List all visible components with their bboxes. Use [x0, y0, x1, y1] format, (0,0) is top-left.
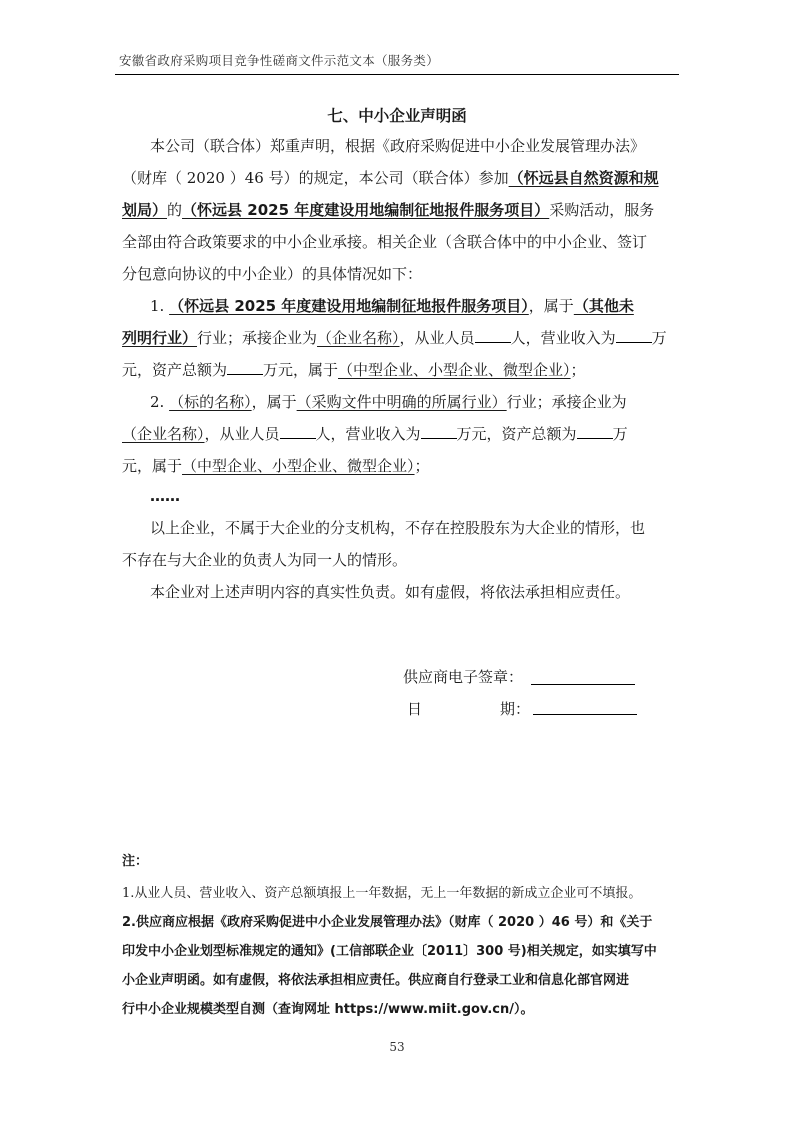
- declaration-text: 的: [167, 201, 183, 219]
- item-text: ，属于: [251, 393, 297, 411]
- purchaser-name-cont: 划局）: [122, 201, 168, 219]
- notes-title: 注：: [122, 854, 149, 869]
- declaration-line-1: 本公司（联合体）郑重声明，根据《政府采购促进中小企业发展管理办法》: [150, 137, 646, 155]
- declaration-line-2: [122, 168, 659, 188]
- note-2-line-2: 印发中小企业划型标准规定的通知》(工信部联企业〔2011〕300 号)相关规定，如实填写中: [122, 944, 657, 959]
- declaration-text: （财库（ 2020 ）46 号）的规定，本公司（联合体）参加: [122, 169, 509, 187]
- responsibility-line: 本企业对上述声明内容的真实性负责。如有虚假，将依法承担相应责任。: [150, 583, 631, 601]
- declaration-line-3: [122, 200, 654, 220]
- item-1-project: （怀远县 2025 年度建设用地编制征地报件服务项目）: [169, 297, 529, 315]
- declaration-text: 采购活动，服务: [549, 201, 655, 219]
- item-text: ；: [570, 361, 586, 379]
- item-1-size: （中型企业、小型企业、微型企业）: [338, 361, 571, 379]
- date-signature-line[interactable]: [533, 714, 637, 715]
- date-label-2: 期：: [500, 700, 531, 718]
- seal-signature-line[interactable]: [531, 684, 635, 685]
- item-text: ，属于: [528, 297, 574, 315]
- project-name: （怀远县 2025 年度建设用地编制征地报件服务项目）: [182, 201, 550, 219]
- item-text: 元，资产总额为: [122, 361, 228, 379]
- item-text: 万: [612, 425, 628, 443]
- item-text: 人，营业收入为: [510, 329, 616, 347]
- item-text: ，从业人员: [204, 425, 280, 443]
- item-1-line-3: [122, 360, 586, 380]
- item-2-enterprise: （企业名称）: [122, 425, 205, 443]
- assets-blank: [227, 360, 263, 375]
- item-text: ；: [414, 457, 430, 475]
- purchaser-name: （怀远县自然资源和规: [508, 169, 659, 187]
- note-1: 1.从业人员、营业收入、资产总额填报上一年数据，无上一年数据的新成立企业可不填报。: [122, 886, 642, 901]
- item-text: 万: [651, 329, 667, 347]
- page-number: 53: [389, 1040, 405, 1054]
- item-text: 行业；承接企业为: [506, 393, 627, 411]
- item-2-name: （标的名称）: [169, 393, 252, 411]
- item-text: 万元，属于: [263, 361, 339, 379]
- revenue-blank: [421, 424, 457, 439]
- item-1-enterprise: （企业名称）: [317, 329, 400, 347]
- item-text: 行业；承接企业为: [197, 329, 318, 347]
- employees-blank: [475, 328, 511, 343]
- ellipsis: ……: [150, 487, 180, 505]
- note-2-line-3: 小企业声明函。如有虚假，将依法承担相应责任。供应商自行登录工业和信息化部官网进: [122, 973, 630, 988]
- date-label-1: 日: [407, 700, 423, 718]
- page-header: 安徽省政府采购项目竞争性磋商文件示范文本（服务类）: [119, 53, 440, 68]
- item-2-line-3: [122, 456, 430, 476]
- item-1-industry-cont: 列明行业）: [122, 329, 198, 347]
- assets-blank: [577, 424, 613, 439]
- item-text: 人，营业收入为: [315, 425, 421, 443]
- statement-line-2: 不存在与大企业的负责人为同一人的情形。: [122, 551, 408, 569]
- revenue-blank: [616, 328, 652, 343]
- item-1-industry: （其他未: [573, 297, 634, 315]
- item-number: 2.: [150, 393, 165, 411]
- employees-blank: [280, 424, 316, 439]
- note-2-line-1: 2.供应商应根据《政府采购促进中小企业发展管理办法》（财库（ 2020 ）46 号）和《关于: [122, 915, 653, 930]
- statement-line-1: 以上企业，不属于大企业的分支机构，不存在控股股东为大企业的情形，也: [150, 519, 646, 537]
- item-2-size: （中型企业、小型企业、微型企业）: [182, 457, 415, 475]
- item-text: ，从业人员: [399, 329, 475, 347]
- item-text: 万元，资产总额为: [456, 425, 577, 443]
- item-number: 1.: [150, 297, 165, 315]
- item-2-line-2: [122, 424, 628, 444]
- item-1-line-1: [150, 296, 634, 316]
- note-2-line-4: 行中小企业规模类型自测（查询网址 https://www.miit.gov.cn/）。: [122, 1002, 534, 1017]
- declaration-line-4: 全部由符合政策要求的中小企业承接。相关企业（含联合体中的中小企业、签订: [122, 233, 648, 251]
- item-text: 元，属于: [122, 457, 183, 475]
- item-1-line-2: [122, 328, 667, 348]
- declaration-line-5: 分包意向协议的中小企业）的具体情况如下：: [122, 265, 423, 283]
- item-2-line-1: [150, 392, 627, 412]
- section-title: 七、中小企业声明函: [327, 107, 467, 125]
- seal-label: 供应商电子签章：: [403, 668, 524, 686]
- header-rule: [115, 74, 679, 75]
- item-2-industry: （采购文件中明确的所属行业）: [296, 393, 507, 411]
